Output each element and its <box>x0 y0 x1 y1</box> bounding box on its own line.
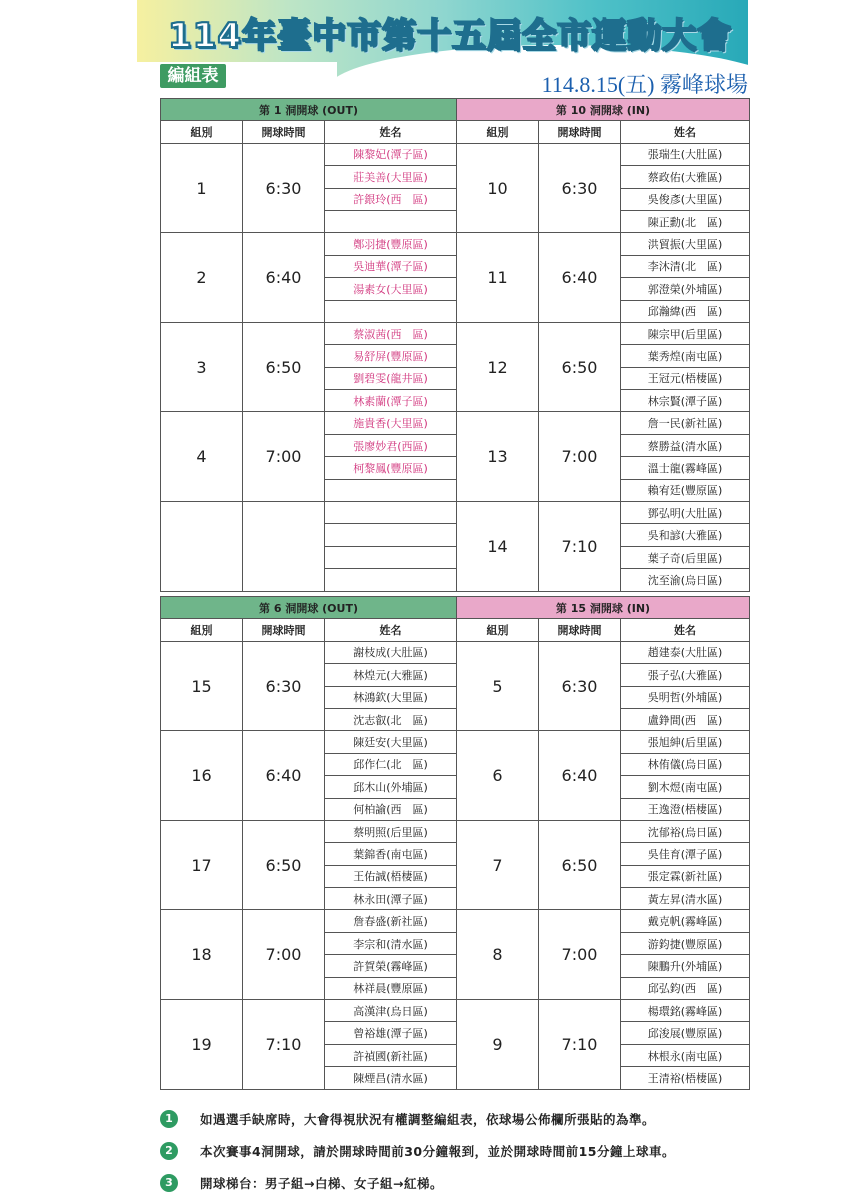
note-number-badge: 3 <box>160 1174 178 1192</box>
player-name: 許銀玲(西 區) <box>325 188 457 210</box>
group-number: 5 <box>457 641 539 731</box>
table-row <box>161 412 750 434</box>
player-name: 邱弘鈞(西 區) <box>621 977 750 999</box>
player-name: 高漢津(烏日區) <box>325 1000 457 1022</box>
player-name: 張瑞生(大肚區) <box>621 143 750 165</box>
player-name <box>325 300 457 322</box>
time-column-header: 開球時間 <box>539 619 621 641</box>
group-number: 12 <box>457 322 539 412</box>
group-number <box>161 502 243 592</box>
group-number: 14 <box>457 502 539 592</box>
out-hole-header: 第 1 洞開球 (OUT) <box>161 99 457 121</box>
grouping-table-second <box>160 596 750 1090</box>
player-name: 邱浚展(豐原區) <box>621 1022 750 1044</box>
group-number: 6 <box>457 731 539 821</box>
player-name: 陳廷安(大里區) <box>325 731 457 753</box>
tee-time: 6:30 <box>539 641 621 731</box>
player-name: 溫士龍(霧峰區) <box>621 457 750 479</box>
player-name: 邱瀚緯(西 區) <box>621 300 750 322</box>
player-name: 林祥晨(豐原區) <box>325 977 457 999</box>
player-name: 詹一民(新社區) <box>621 412 750 434</box>
tee-time: 6:50 <box>243 322 325 412</box>
player-name: 張旭紳(后里區) <box>621 731 750 753</box>
player-name: 陳黎妃(潭子區) <box>325 143 457 165</box>
table-row <box>161 1000 750 1022</box>
player-name <box>325 210 457 232</box>
group-column-header: 組別 <box>161 121 243 143</box>
tee-time: 6:30 <box>243 143 325 233</box>
player-name: 蔡淑茜(西 區) <box>325 322 457 344</box>
tee-time <box>243 502 325 592</box>
player-name: 洪貿振(大里區) <box>621 233 750 255</box>
in-hole-header: 第 15 洞開球 (IN) <box>457 597 750 619</box>
tee-time: 7:00 <box>539 910 621 1000</box>
player-name: 吳迪華(潭子區) <box>325 255 457 277</box>
player-name: 王逸澄(梧棲區) <box>621 798 750 820</box>
tee-time: 6:30 <box>539 143 621 233</box>
player-name: 蔡明照(后里區) <box>325 820 457 842</box>
player-name: 黃左昇(清水區) <box>621 888 750 910</box>
player-name: 吳明哲(外埔區) <box>621 686 750 708</box>
group-number: 16 <box>161 731 243 821</box>
player-name: 許禎國(新社區) <box>325 1044 457 1066</box>
player-name: 易舒屏(豐原區) <box>325 345 457 367</box>
player-name: 李宗和(清水區) <box>325 932 457 954</box>
group-number: 19 <box>161 1000 243 1090</box>
note-item <box>160 1172 760 1194</box>
group-column-header: 組別 <box>161 619 243 641</box>
player-name: 蔡勝益(清水區) <box>621 434 750 456</box>
player-name: 葉錦香(南屯區) <box>325 843 457 865</box>
player-name: 趙建泰(大肚區) <box>621 641 750 663</box>
player-name <box>325 479 457 501</box>
tee-time: 6:50 <box>539 820 621 910</box>
player-name: 邱木山(外埔區) <box>325 776 457 798</box>
table-row <box>161 502 750 524</box>
tee-time: 6:40 <box>243 731 325 821</box>
note-item <box>160 1108 760 1130</box>
group-number: 9 <box>457 1000 539 1090</box>
tee-time: 7:10 <box>243 1000 325 1090</box>
group-number: 3 <box>161 322 243 412</box>
player-name: 楊環銘(霧峰區) <box>621 1000 750 1022</box>
player-name: 張廖妙君(西區) <box>325 434 457 456</box>
tee-time: 7:00 <box>243 910 325 1000</box>
tee-time: 6:40 <box>539 233 621 323</box>
table-row <box>161 910 750 932</box>
player-name: 張定霖(新社區) <box>621 865 750 887</box>
grouping-tag: 編組表 <box>160 64 226 88</box>
group-number: 15 <box>161 641 243 731</box>
group-column-header: 組別 <box>457 121 539 143</box>
player-name: 葉秀煌(南屯區) <box>621 345 750 367</box>
player-name: 郭澄榮(外埔區) <box>621 278 750 300</box>
player-name: 柯黎鳳(豐原區) <box>325 457 457 479</box>
player-name: 陳正勳(北 區) <box>621 210 750 232</box>
player-name: 林煌元(大雅區) <box>325 664 457 686</box>
player-name: 葉子奇(后里區) <box>621 546 750 568</box>
group-number: 13 <box>457 412 539 502</box>
player-name <box>325 502 457 524</box>
note-number-badge: 1 <box>160 1110 178 1128</box>
player-name: 戴克帆(霧峰區) <box>621 910 750 932</box>
player-name: 詹春盛(新社區) <box>325 910 457 932</box>
player-name: 林根永(南屯區) <box>621 1044 750 1066</box>
note-text: 開球梯台：男子組→白梯、女子組→紅梯。 <box>200 1176 443 1191</box>
player-name: 劉碧雯(龍井區) <box>325 367 457 389</box>
table-row <box>161 233 750 255</box>
player-name <box>325 569 457 591</box>
tee-time: 6:40 <box>539 731 621 821</box>
player-name: 謝枝成(大肚區) <box>325 641 457 663</box>
player-name: 劉木煜(南屯區) <box>621 776 750 798</box>
group-number: 10 <box>457 143 539 233</box>
note-number-badge: 2 <box>160 1142 178 1160</box>
player-name: 張子弘(大雅區) <box>621 664 750 686</box>
player-name: 林素蘭(潭子區) <box>325 390 457 412</box>
player-name: 湯素女(大里區) <box>325 278 457 300</box>
group-number: 18 <box>161 910 243 1000</box>
name-column-header: 姓名 <box>621 619 750 641</box>
group-number: 2 <box>161 233 243 323</box>
note-text: 如遇選手缺席時，大會得視狀況有權調整編組表，依球場公佈欄所張貼的為準。 <box>200 1112 656 1127</box>
event-title: 114年臺中市第十五屆全市運動大會 <box>168 16 732 56</box>
group-number: 7 <box>457 820 539 910</box>
player-name: 邱作仁(北 區) <box>325 753 457 775</box>
player-name: 何柏諭(西 區) <box>325 798 457 820</box>
tee-time: 7:00 <box>539 412 621 502</box>
tee-time: 7:00 <box>243 412 325 502</box>
player-name: 鄭羽捷(豐原區) <box>325 233 457 255</box>
table-row <box>161 731 750 753</box>
date-venue: 114.8.15(五) 霧峰球場 <box>541 72 748 97</box>
player-name: 吳佳育(潭子區) <box>621 843 750 865</box>
tee-time: 6:50 <box>243 820 325 910</box>
table-row <box>161 143 750 165</box>
out-hole-header: 第 6 洞開球 (OUT) <box>161 597 457 619</box>
player-name: 林鴻欽(大里區) <box>325 686 457 708</box>
player-name: 李沐清(北 區) <box>621 255 750 277</box>
note-text: 本次賽事4洞開球，請於開球時間前30分鐘報到，並於開球時間前15分鐘上球車。 <box>200 1144 675 1159</box>
name-column-header: 姓名 <box>325 121 457 143</box>
group-number: 11 <box>457 233 539 323</box>
player-name: 王冠元(梧棲區) <box>621 367 750 389</box>
tee-time: 6:30 <box>243 641 325 731</box>
group-number: 17 <box>161 820 243 910</box>
player-name: 施貴香(大里區) <box>325 412 457 434</box>
tee-time: 6:40 <box>243 233 325 323</box>
player-name: 賴宥廷(豐原區) <box>621 479 750 501</box>
tee-time: 6:50 <box>539 322 621 412</box>
table-row <box>161 641 750 663</box>
player-name: 游鈞捷(豐原區) <box>621 932 750 954</box>
player-name: 陳煙昌(清水區) <box>325 1067 457 1089</box>
notes-list <box>160 1108 760 1204</box>
group-column-header: 組別 <box>457 619 539 641</box>
player-name: 吳和諺(大雅區) <box>621 524 750 546</box>
player-name: 莊美善(大里區) <box>325 166 457 188</box>
group-number: 1 <box>161 143 243 233</box>
time-column-header: 開球時間 <box>539 121 621 143</box>
table-row <box>161 820 750 842</box>
name-column-header: 姓名 <box>621 121 750 143</box>
player-name: 王清裕(梧棲區) <box>621 1067 750 1089</box>
time-column-header: 開球時間 <box>243 619 325 641</box>
player-name: 陳鵬升(外埔區) <box>621 955 750 977</box>
grouping-table-first <box>160 98 750 592</box>
tee-time: 7:10 <box>539 1000 621 1090</box>
table-row <box>161 322 750 344</box>
time-column-header: 開球時間 <box>243 121 325 143</box>
player-name: 鄧弘明(大肚區) <box>621 502 750 524</box>
player-name: 曾裕雄(潭子區) <box>325 1022 457 1044</box>
player-name: 陳宗甲(后里區) <box>621 322 750 344</box>
player-name: 沈至渝(烏日區) <box>621 569 750 591</box>
player-name <box>325 524 457 546</box>
note-item <box>160 1140 760 1162</box>
player-name: 許賀榮(霧峰區) <box>325 955 457 977</box>
tee-time: 7:10 <box>539 502 621 592</box>
group-number: 8 <box>457 910 539 1000</box>
player-name: 沈志叡(北 區) <box>325 708 457 730</box>
player-name: 林宗賢(潭子區) <box>621 390 750 412</box>
player-name: 林永田(潭子區) <box>325 888 457 910</box>
player-name: 吳俊彥(大里區) <box>621 188 750 210</box>
player-name <box>325 546 457 568</box>
player-name: 沈郁裕(烏日區) <box>621 820 750 842</box>
player-name: 王佑誠(梧棲區) <box>325 865 457 887</box>
player-name: 蔡政佑(大雅區) <box>621 166 750 188</box>
in-hole-header: 第 10 洞開球 (IN) <box>457 99 750 121</box>
group-number: 4 <box>161 412 243 502</box>
player-name: 林侑儀(烏日區) <box>621 753 750 775</box>
name-column-header: 姓名 <box>325 619 457 641</box>
player-name: 盧錚間(西 區) <box>621 708 750 730</box>
